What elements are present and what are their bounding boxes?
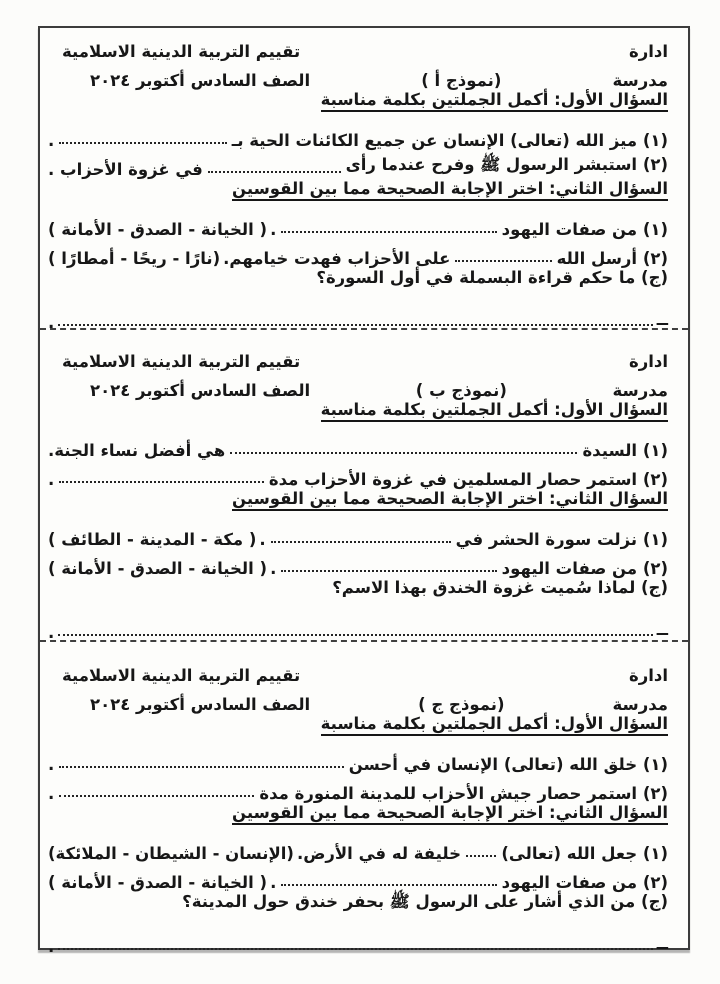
question-pre: (٢) استبشر الرسول ﷺ وفرح عندما رأى — [345, 155, 668, 174]
essay-question: (ج) لماذا سُميت غزوة الخندق بهذا الاسم؟ — [332, 578, 668, 597]
question-post: خليفة له في الأرض. — [296, 844, 462, 863]
question1-heading-text: السؤال الأول: أكمل الجملتين بكلمة مناسبة — [321, 714, 668, 736]
blank-dotted-line — [59, 142, 226, 144]
header-row-1 — [48, 32, 668, 61]
header-row-2 — [48, 685, 668, 714]
essay-question: (ج) ما حكم قراءة البسملة في أول السورة؟ — [316, 268, 668, 287]
dept-title: تقييم التربية الدينية الاسلامية — [62, 42, 301, 61]
fill-question-1 — [48, 431, 668, 460]
answer-dotted-line — [58, 324, 652, 326]
question-post: . — [270, 873, 277, 892]
exam-model-c — [40, 640, 688, 954]
question-pre: (١) من صفات اليهود — [501, 220, 668, 239]
choices-text: ( الخيانة - الصدق - الأمانة ) — [48, 873, 268, 892]
school-label: مدرسة — [612, 695, 668, 714]
question-pre: (٢) استمر حصار المسلمين في غزوة الأحزاب مدة — [268, 470, 668, 489]
question1-heading — [48, 714, 668, 745]
header-row-2 — [48, 371, 668, 400]
question-pre: (١) نزلت سورة الحشر في — [455, 530, 668, 549]
answer-period: . — [48, 313, 55, 332]
choices-text: ( الخيانة - الصدق - الأمانة ) — [48, 220, 268, 239]
question-post: . — [259, 530, 266, 549]
fill-question-1 — [48, 745, 668, 774]
blank-dotted-line — [466, 855, 496, 857]
question2-heading — [48, 489, 668, 520]
choice-question-1 — [48, 520, 668, 549]
header-row-2 — [48, 61, 668, 90]
model-label: (نموذج ب ) — [415, 381, 507, 400]
answer-line — [48, 307, 668, 330]
admin-label: ادارة — [628, 42, 668, 61]
question-pre: (٢) استمر حصار جيش الأحزاب للمدينة المنورة مدة — [259, 784, 668, 803]
question-post: . — [270, 559, 277, 578]
school-label: مدرسة — [612, 381, 668, 400]
exam-model-b — [40, 328, 688, 640]
choices-text: (نارًا - ريحًا - أمطارًا ) — [48, 249, 221, 268]
admin-label: ادارة — [628, 352, 668, 371]
answer-dotted-line — [58, 948, 652, 950]
choice-question-1 — [48, 834, 668, 863]
fill-question-1 — [48, 121, 668, 150]
school-label: مدرسة — [612, 71, 668, 90]
question-pre: (١) ميز الله (تعالى) الإنسان عن جميع الكائنات الحية بـ — [231, 131, 668, 150]
answer-dash: ــ — [656, 310, 668, 329]
blank-dotted-line — [208, 171, 341, 173]
answer-line — [48, 617, 668, 640]
model-label: (نموذج أ ) — [421, 71, 502, 90]
choices-text: (الإنسان - الشيطان - الملائكة) — [48, 844, 294, 863]
question2-heading — [48, 179, 668, 210]
admin-label: ادارة — [628, 666, 668, 685]
question-pre: (١) جعل الله (تعالى) — [501, 844, 668, 863]
fill-question-2 — [48, 774, 668, 803]
question-post: . — [48, 131, 55, 150]
question1-heading — [48, 400, 668, 431]
answer-period: . — [48, 623, 55, 642]
answer-line — [48, 931, 668, 954]
exam-sheet-border — [38, 26, 690, 956]
grade-date: الصف السادس أكتوبر ٢٠٢٤ — [90, 71, 311, 90]
header-row-1 — [48, 342, 668, 371]
question1-heading-text: السؤال الأول: أكمل الجملتين بكلمة مناسبة — [321, 400, 668, 422]
question2-heading — [48, 803, 668, 834]
blank-dotted-line — [59, 481, 264, 483]
question1-heading — [48, 90, 668, 121]
answer-period: . — [48, 937, 55, 956]
grade-date: الصف السادس أكتوبر ٢٠٢٤ — [90, 695, 311, 714]
question-post: . — [48, 784, 55, 803]
exam-model-a — [40, 28, 688, 332]
blank-dotted-line — [230, 452, 577, 454]
question-post: . — [48, 755, 55, 774]
blank-dotted-line — [281, 884, 496, 886]
question2-heading-text: السؤال الثاني: اختر الإجابة الصحيحة مما بين القوسين — [232, 179, 668, 201]
choices-text: ( مكة - المدينة - الطائف ) — [48, 530, 257, 549]
answer-dash: ــ — [656, 934, 668, 953]
question-post: . — [270, 220, 277, 239]
dept-title: تقييم التربية الدينية الاسلامية — [62, 666, 301, 685]
question-post: على الأحزاب فهدت خيامهم. — [223, 249, 451, 268]
question-pre: (٢) من صفات اليهود — [501, 873, 668, 892]
model-label: (نموذج ج ) — [418, 695, 505, 714]
answer-dash: ــ — [656, 620, 668, 639]
question2-heading-text: السؤال الثاني: اختر الإجابة الصحيحة مما بين القوسين — [232, 489, 668, 511]
grade-date: الصف السادس أكتوبر ٢٠٢٤ — [90, 381, 311, 400]
question1-heading-text: السؤال الأول: أكمل الجملتين بكلمة مناسبة — [321, 90, 668, 112]
choices-text: ( الخيانة - الصدق - الأمانة ) — [48, 559, 268, 578]
question2-heading-text: السؤال الثاني: اختر الإجابة الصحيحة مما بين القوسين — [232, 803, 668, 825]
question-post: في غزوة الأحزاب . — [48, 160, 203, 179]
header-row-1 — [48, 656, 668, 685]
dept-title: تقييم التربية الدينية الاسلامية — [62, 352, 301, 371]
blank-dotted-line — [281, 570, 496, 572]
blank-dotted-line — [455, 260, 551, 262]
blank-dotted-line — [271, 541, 451, 543]
fill-question-2 — [48, 150, 668, 179]
question-pre: (٢) من صفات اليهود — [501, 559, 668, 578]
blank-dotted-line — [59, 795, 254, 797]
question-post: . — [48, 470, 55, 489]
answer-dotted-line — [58, 634, 652, 636]
question-pre: (١) خلق الله (تعالى) الإنسان في أحسن — [348, 755, 668, 774]
blank-dotted-line — [59, 766, 343, 768]
fill-question-2 — [48, 460, 668, 489]
choice-question-2 — [48, 863, 668, 892]
choice-question-1 — [48, 210, 668, 239]
question-pre: (١) السيدة — [582, 441, 668, 460]
question-pre: (٢) أرسل الله — [556, 249, 668, 268]
choice-question-2 — [48, 239, 668, 268]
question-post: هي أفضل نساء الجنة. — [48, 441, 226, 460]
blank-dotted-line — [281, 231, 496, 233]
essay-question: (ج) من الذي أشار على الرسول ﷺ بحفر خندق حول المدينة؟ — [182, 892, 668, 911]
choice-question-2 — [48, 549, 668, 578]
